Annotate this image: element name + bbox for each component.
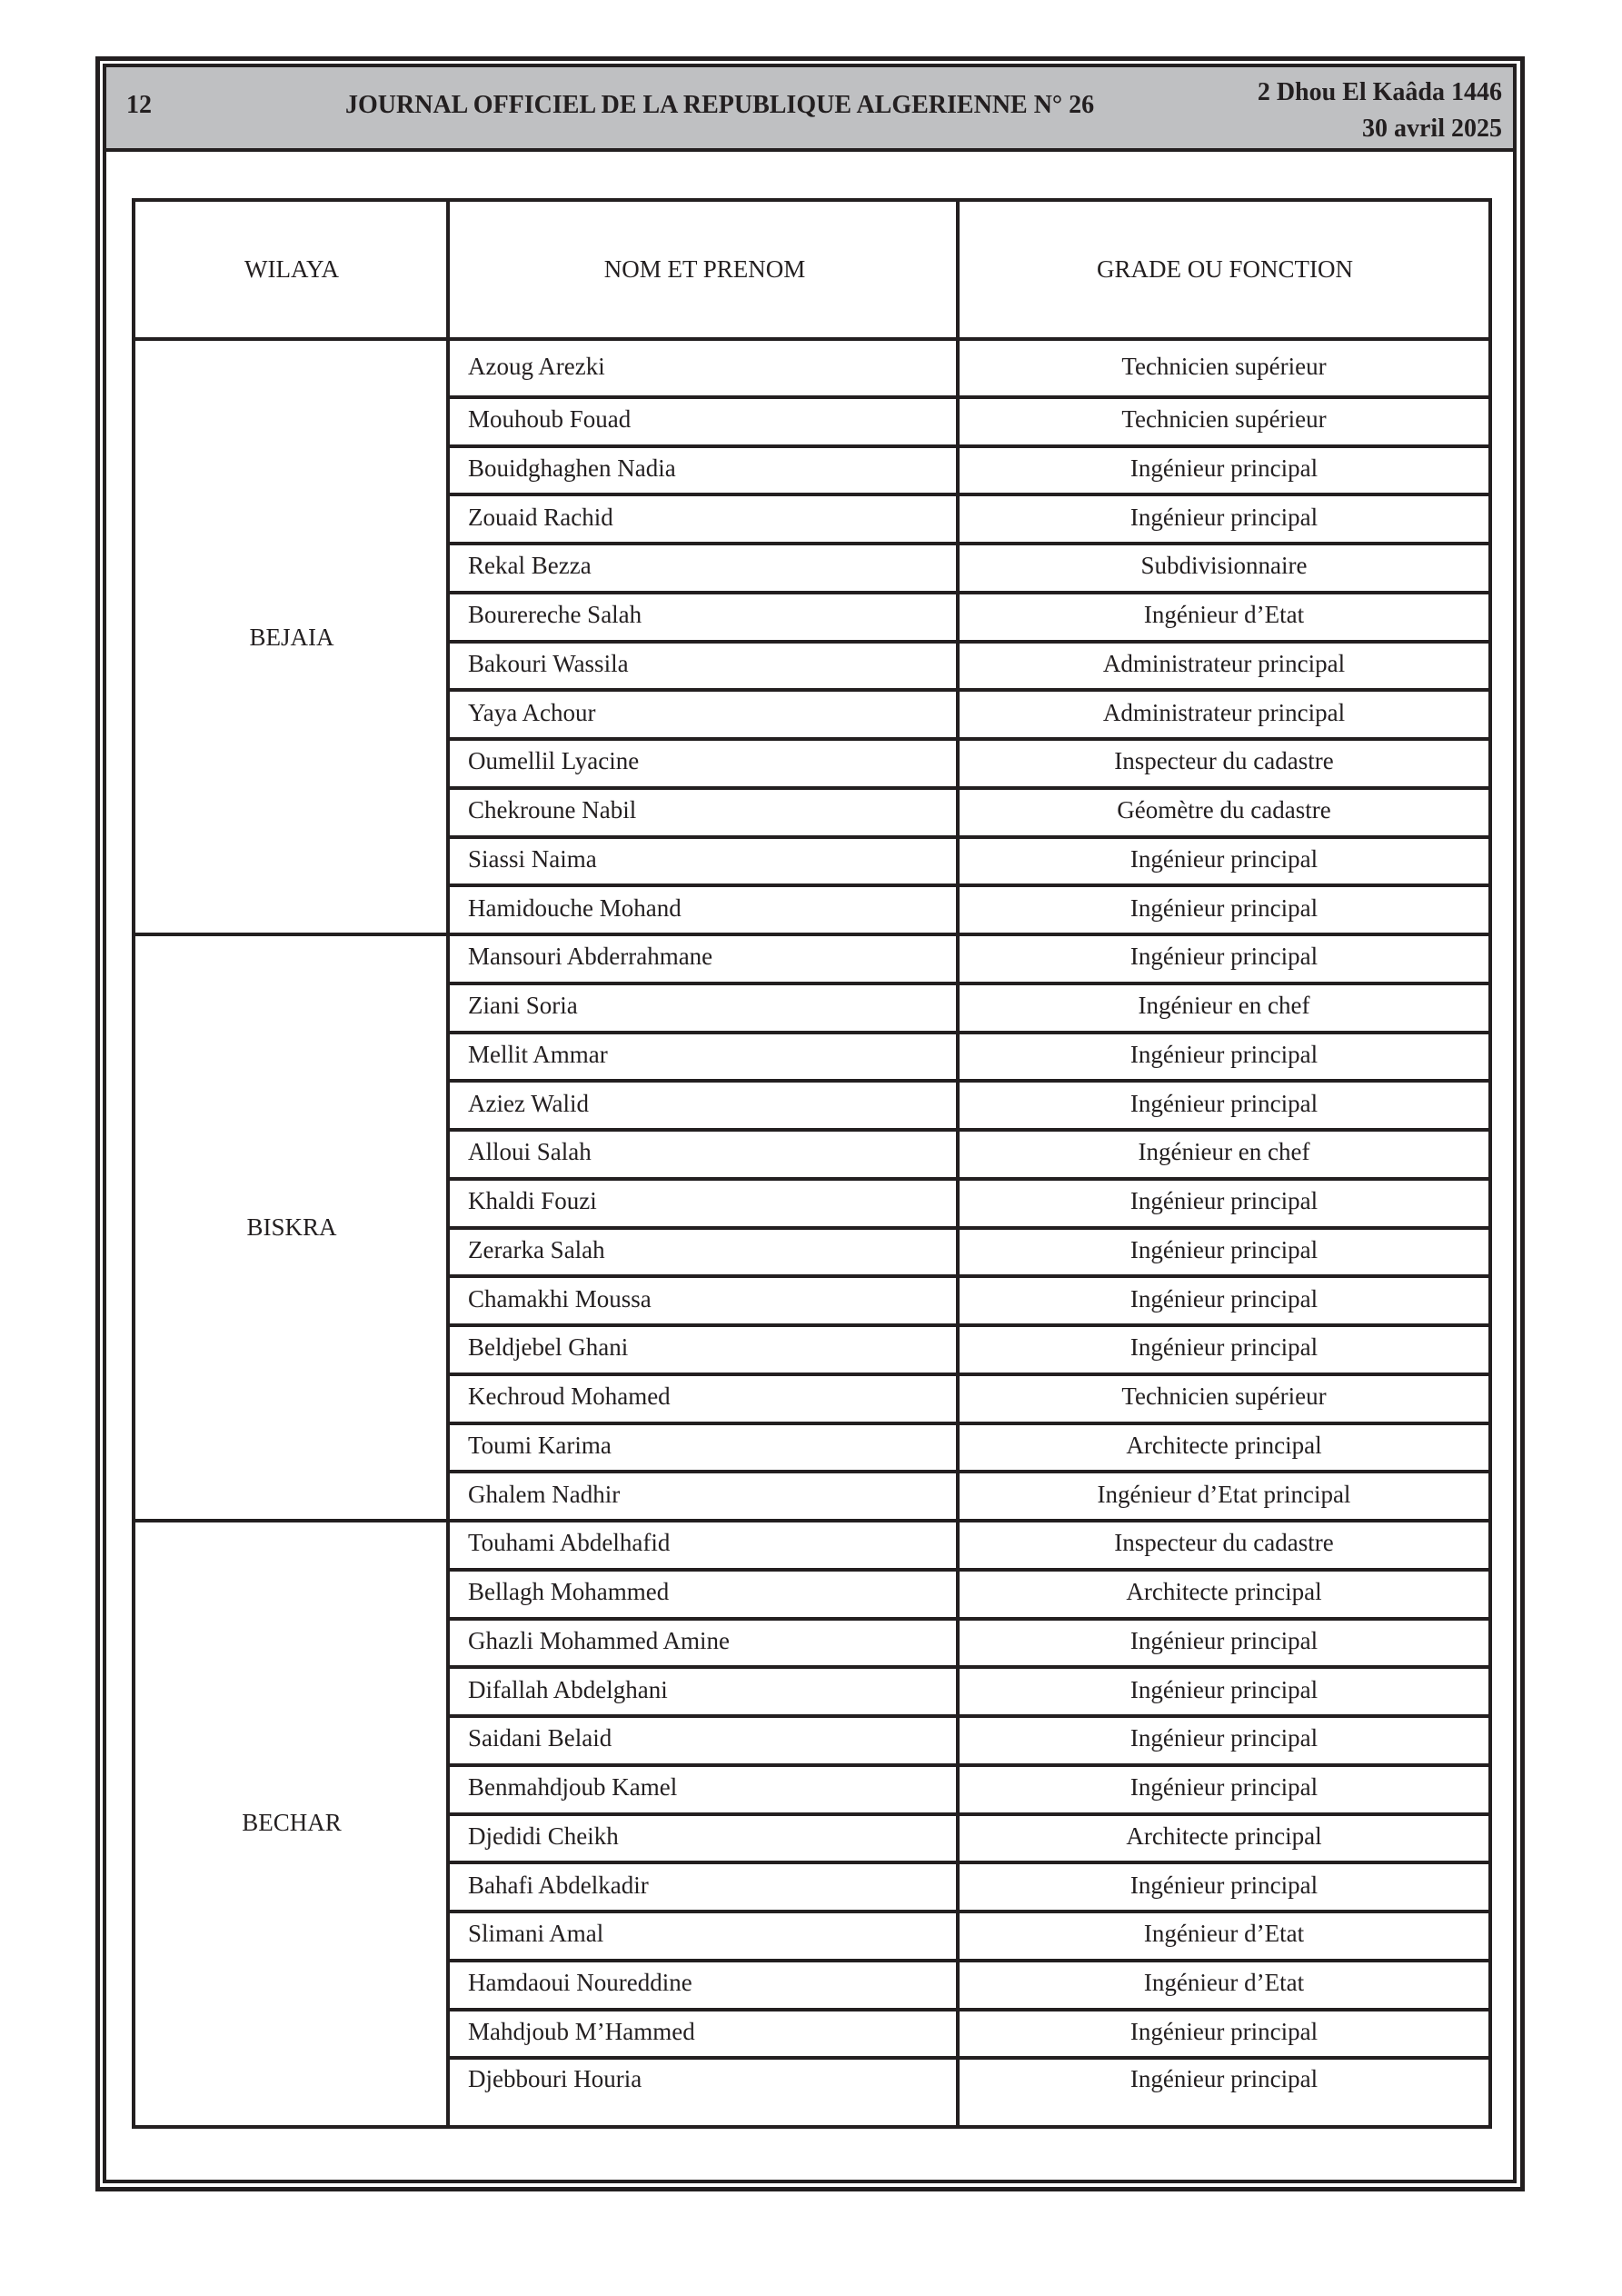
table-row — [450, 1814, 1488, 1863]
table-row — [450, 788, 1488, 837]
cell-name: Mansouri Abderrahmane — [468, 943, 713, 971]
cell-name: Zerarka Salah — [468, 1235, 605, 1263]
cell-name: Mahdjoub M’Hammed — [468, 2017, 695, 2045]
table-row — [450, 690, 1488, 739]
issue-date — [1258, 75, 1502, 147]
table-row — [450, 2058, 1488, 2125]
cell-name: Chamakhi Moussa — [468, 1284, 652, 1313]
cell-name: Djedidi Cheikh — [468, 1822, 619, 1850]
table-row — [450, 934, 1488, 983]
cell-grade: Inspecteur du cadastre — [1114, 747, 1334, 775]
cell-grade: Ingénieur principal — [1129, 1675, 1318, 1703]
cell-name: Yaya Achour — [468, 698, 596, 726]
cell-grade: Ingénieur principal — [1129, 1089, 1318, 1117]
page-number: 12 — [126, 91, 152, 119]
table-row — [450, 1765, 1488, 1814]
cell-grade: Ingénieur principal — [1129, 1235, 1318, 1263]
table-row — [450, 1130, 1488, 1179]
cell-name: Djebbouri Houria — [468, 2065, 642, 2093]
cell-grade: Architecte principal — [1126, 1431, 1322, 1459]
wilaya-label: BECHAR — [242, 1809, 342, 1836]
cell-grade: Ingénieur principal — [1129, 503, 1318, 531]
column-header-name: NOM ET PRENOM — [603, 255, 806, 283]
table-row — [450, 1862, 1488, 1912]
cell-name: Mellit Ammar — [468, 1040, 608, 1068]
cell-grade: Ingénieur d’Etat — [1143, 601, 1305, 629]
wilaya-label: BEJAIA — [249, 624, 334, 651]
table-row — [450, 1667, 1488, 1716]
table-row — [450, 1374, 1488, 1423]
cell-name: Ghazli Mohammed Amine — [468, 1626, 730, 1654]
table-row — [450, 397, 1488, 446]
table-row — [450, 1961, 1488, 2010]
date-gregorian: 30 avril 2025 — [1362, 115, 1502, 143]
cell-grade: Technicien supérieur — [1121, 1383, 1327, 1411]
cell-grade: Technicien supérieur — [1121, 405, 1327, 434]
cell-name: Bellagh Mohammed — [468, 1578, 670, 1606]
table-row — [450, 2010, 1488, 2059]
table-row — [450, 1472, 1488, 1521]
cell-name: Beldjebel Ghani — [468, 1333, 629, 1362]
cell-grade: Ingénieur d’Etat — [1143, 1969, 1305, 1997]
table-row — [450, 1619, 1488, 1668]
cell-grade: Ingénieur principal — [1129, 1724, 1318, 1752]
table-row — [450, 544, 1488, 593]
cell-name: Chekroune Nabil — [468, 796, 637, 824]
wilaya-label: BISKRA — [246, 1213, 337, 1241]
cell-grade: Ingénieur d’Etat — [1143, 1920, 1305, 1948]
cell-name: Hamidouche Mohand — [468, 893, 682, 922]
table-row — [450, 983, 1488, 1033]
table-row — [450, 494, 1488, 544]
cell-name: Bouidghaghen Nadia — [468, 454, 676, 482]
table-row — [450, 1521, 1488, 1570]
cell-name: Bourereche Salah — [468, 601, 642, 629]
table-row — [450, 1570, 1488, 1619]
table-row — [450, 446, 1488, 495]
cell-grade: Subdivisionnaire — [1140, 552, 1308, 580]
cell-name: Khaldi Fouzi — [468, 1187, 597, 1215]
cell-grade: Architecte principal — [1126, 1822, 1322, 1850]
cell-grade: Ingénieur principal — [1129, 2017, 1318, 2045]
cell-name: Rekal Bezza — [468, 552, 592, 580]
table-row — [450, 593, 1488, 642]
cell-grade: Ingénieur d’Etat principal — [1097, 1480, 1351, 1508]
cell-grade: Ingénieur principal — [1129, 844, 1318, 873]
cell-grade: Ingénieur principal — [1129, 893, 1318, 922]
cell-name: Oumellil Lyacine — [468, 747, 640, 775]
cell-grade: Ingénieur principal — [1129, 943, 1318, 971]
table-row — [450, 1423, 1488, 1472]
table-row — [450, 1716, 1488, 1765]
cell-name: Zouaid Rachid — [468, 503, 613, 531]
cell-grade: Ingénieur en chef — [1138, 1138, 1310, 1166]
cell-name: Slimani Amal — [468, 1920, 604, 1948]
cell-grade: Ingénieur principal — [1129, 1284, 1318, 1313]
cell-grade: Géomètre du cadastre — [1117, 796, 1331, 824]
cell-name: Bakouri Wassila — [468, 649, 629, 677]
cell-name: Saidani Belaid — [468, 1724, 612, 1752]
table-row — [450, 341, 1488, 397]
cell-name: Difallah Abdelghani — [468, 1675, 668, 1703]
cell-name: Alloui Salah — [468, 1138, 592, 1166]
table-row — [450, 1912, 1488, 1961]
journal-title: JOURNAL OFFICIEL DE LA REPUBLIQUE ALGERIENNE N° 26 — [345, 91, 1095, 119]
table-row — [450, 739, 1488, 788]
cell-name: Aziez Walid — [468, 1089, 590, 1117]
date-hijri: 2 Dhou El Kaâda 1446 — [1257, 78, 1502, 106]
table-row — [450, 1325, 1488, 1374]
cell-name: Siassi Naima — [468, 844, 597, 873]
cell-name: Toumi Karima — [468, 1431, 612, 1459]
cell-grade: Inspecteur du cadastre — [1114, 1529, 1334, 1557]
cell-name: Ziani Soria — [468, 992, 578, 1020]
cell-grade: Ingénieur principal — [1129, 1773, 1318, 1802]
cell-grade: Ingénieur principal — [1129, 1871, 1318, 1899]
column-header-wilaya: WILAYA — [244, 255, 339, 283]
cell-name: Azoug Arezki — [468, 353, 605, 381]
table-row — [450, 1081, 1488, 1130]
cell-grade: Administrateur principal — [1102, 698, 1346, 726]
table-row — [450, 642, 1488, 691]
cell-name: Touhami Abdelhafid — [468, 1529, 671, 1557]
cell-grade: Architecte principal — [1126, 1578, 1322, 1606]
cell-grade: Ingénieur principal — [1129, 1626, 1318, 1654]
table-row — [450, 1276, 1488, 1325]
cell-name: Mouhoub Fouad — [468, 405, 632, 434]
column-header-grade: GRADE OU FONCTION — [1097, 255, 1353, 283]
table-row — [450, 885, 1488, 934]
cell-grade: Administrateur principal — [1102, 649, 1346, 677]
cell-name: Kechroud Mohamed — [468, 1383, 671, 1411]
table-row — [450, 1033, 1488, 1082]
cell-grade: Ingénieur principal — [1129, 1333, 1318, 1362]
table-row — [450, 1179, 1488, 1228]
cell-grade: Ingénieur en chef — [1138, 992, 1310, 1020]
cell-grade: Ingénieur principal — [1129, 1187, 1318, 1215]
table-row — [450, 1228, 1488, 1277]
table-row — [450, 837, 1488, 886]
cell-name: Ghalem Nadhir — [468, 1480, 621, 1508]
cell-grade: Ingénieur principal — [1129, 454, 1318, 482]
journal-header — [106, 67, 1513, 152]
cell-grade: Ingénieur principal — [1129, 1040, 1318, 1068]
cell-name: Benmahdjoub Kamel — [468, 1773, 678, 1802]
personnel-table — [132, 198, 1492, 2129]
cell-grade: Ingénieur principal — [1129, 2065, 1318, 2093]
cell-name: Bahafi Abdelkadir — [468, 1871, 649, 1899]
cell-name: Hamdaoui Noureddine — [468, 1969, 692, 1997]
cell-grade: Technicien supérieur — [1121, 353, 1327, 381]
